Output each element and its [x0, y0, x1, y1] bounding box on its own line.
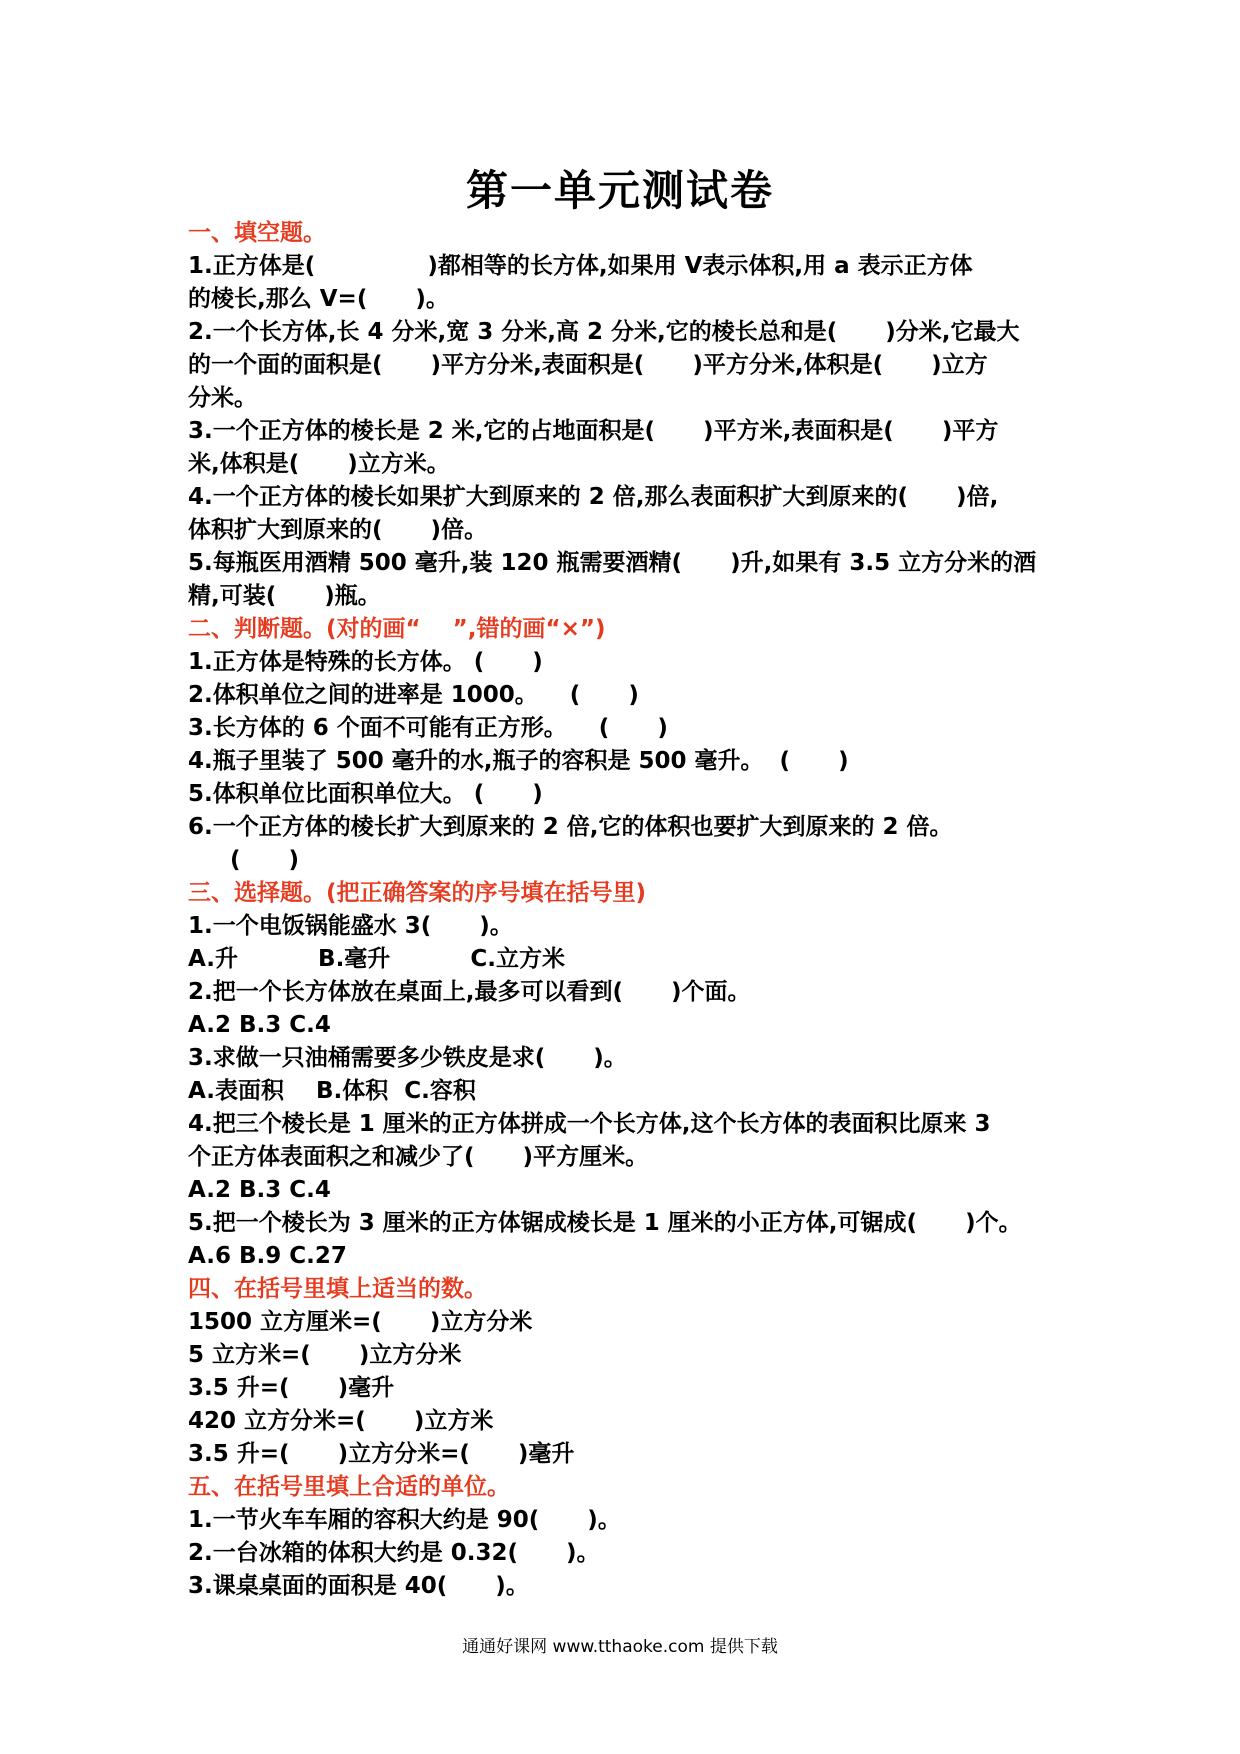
question-line: 2.一个长方体,长 4 分米,宽 3 分米,高 2 分米,它的棱长总和是( )分米,它最大: [188, 319, 1020, 345]
worksheet-body: [188, 217, 1058, 1603]
question-line: 分米。: [188, 385, 257, 411]
question-line: 个正方体表面积之和减少了( )平方厘米。: [188, 1144, 649, 1170]
question-line: 1.一个电饭锅能盛水 3( )。: [188, 913, 513, 939]
question-line: 4.把三个棱长是 1 厘米的正方体拼成一个长方体,这个长方体的表面积比原来 3: [188, 1111, 991, 1137]
question-line: 5.把一个棱长为 3 厘米的正方体锯成棱长是 1 厘米的小正方体,可锯成( )个。: [188, 1210, 1022, 1236]
question-line: 3.一个正方体的棱长是 2 米,它的占地面积是( )平方米,表面积是( )平方: [188, 418, 999, 444]
question-line: 1500 立方厘米=( )立方分米: [188, 1309, 533, 1335]
question-line: 体积扩大到原来的( )倍。: [188, 517, 488, 543]
question-line: 3.5 升=( )毫升: [188, 1375, 395, 1401]
question-line: 1.一节火车车厢的容积大约是 90( )。: [188, 1507, 621, 1533]
section-heading-multiple-choice: 三、选择题。(把正确答案的序号填在括号里): [188, 880, 647, 906]
question-line: 5.每瓶医用酒精 500 毫升,装 120 瓶需要酒精( )升,如果有 3.5 立方分米的酒: [188, 550, 1037, 576]
question-line: 4.瓶子里装了 500 毫升的水,瓶子的容积是 500 毫升。 ( ): [188, 748, 849, 774]
question-line: 6.一个正方体的棱长扩大到原来的 2 倍,它的体积也要扩大到原来的 2 倍。: [188, 814, 953, 840]
answer-options: A.6 B.9 C.27: [188, 1243, 347, 1269]
question-line: 的一个面的面积是( )平方分米,表面积是( )平方分米,体积是( )立方: [188, 352, 988, 378]
section-heading-unit-conversion: 四、在括号里填上适当的数。: [188, 1276, 487, 1302]
question-line: 5.体积单位比面积单位大。 ( ): [188, 781, 543, 807]
answer-options: A.表面积 B.体积 C.容积: [188, 1078, 476, 1104]
question-line: 3.5 升=( )立方分米=( )毫升: [188, 1441, 575, 1467]
answer-options: A.升 B.毫升 C.立方米: [188, 946, 565, 972]
section-heading-true-false: 二、判断题。(对的画“ ”,错的画“×”): [188, 616, 606, 642]
question-line: 2.一台冰箱的体积大约是 0.32( )。: [188, 1540, 600, 1566]
question-line: 米,体积是( )立方米。: [188, 451, 450, 477]
question-line: 3.课桌桌面的面积是 40( )。: [188, 1573, 529, 1599]
footer-credit: 通通好课网 www.tthaoke.com 提供下载: [462, 1637, 778, 1657]
question-line: 2.体积单位之间的进率是 1000。 ( ): [188, 682, 639, 708]
question-line: 5 立方米=( )立方分米: [188, 1342, 462, 1368]
question-line: 420 立方分米=( )立方米: [188, 1408, 494, 1434]
question-line: 4.一个正方体的棱长如果扩大到原来的 2 倍,那么表面积扩大到原来的( )倍,: [188, 484, 999, 510]
question-line: 3.长方体的 6 个面不可能有正方形。 ( ): [188, 715, 668, 741]
question-line: 1.正方体是( )都相等的长方体,如果用 V表示体积,用 a 表示正方体: [188, 253, 973, 279]
answer-options: A.2 B.3 C.4: [188, 1012, 331, 1038]
question-line: 3.求做一只油桶需要多少铁皮是求( )。: [188, 1045, 627, 1071]
question-line: 1.正方体是特殊的长方体。 ( ): [188, 649, 543, 675]
section-heading-fill-units: 五、在括号里填上合适的单位。: [188, 1474, 510, 1500]
question-line: 的棱长,那么 V=( )。: [188, 286, 449, 312]
page-title: 第一单元测试卷: [465, 166, 774, 215]
answer-options: A.2 B.3 C.4: [188, 1177, 331, 1203]
answer-blank: ( ): [230, 847, 300, 873]
section-heading-fill-in: 一、填空题。: [188, 220, 326, 246]
question-line: 2.把一个长方体放在桌面上,最多可以看到( )个面。: [188, 979, 751, 1005]
question-line: 精,可装( )瓶。: [188, 583, 381, 609]
